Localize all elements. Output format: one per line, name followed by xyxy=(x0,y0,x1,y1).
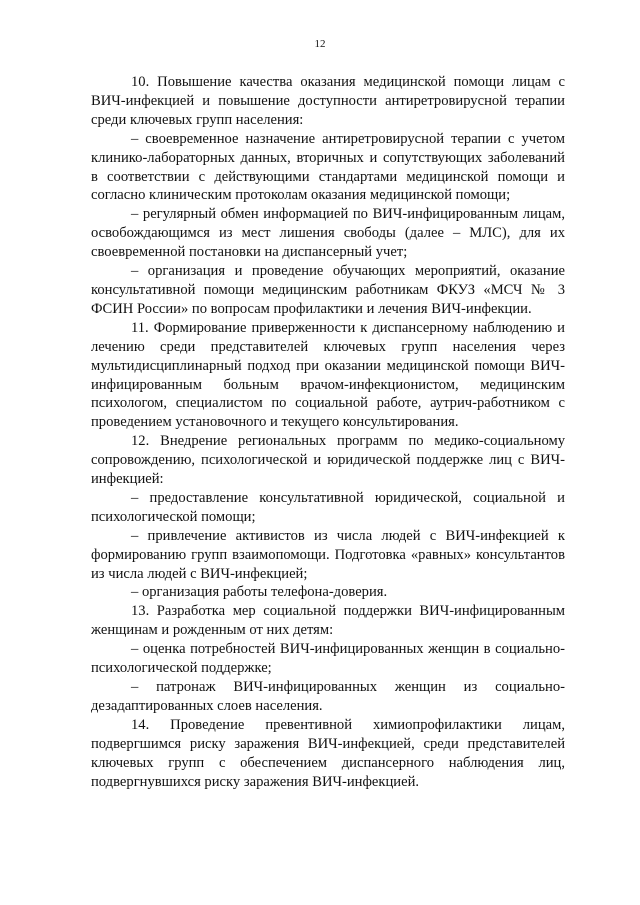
section-13-item-1: – оценка потребностей ВИЧ-инфицированных женщин в социально-психологической поддержке; xyxy=(91,641,565,677)
section-10-item-2: – регулярный обмен информацией по ВИЧ-инфицированным лицам, освобождающимся из мест лишения свободы (далее – МЛС), для их своевременной постановки на диспансерный учет; xyxy=(91,206,565,261)
section-14-heading: 14. Проведение превентивной химиопрофилактики лицам, подвергшимся риску заражения ВИЧ-инфекцией, среди представителей ключевых групп с обеспечением диспансерного наблюдения лиц, подвергнувшихся риску заражения ВИЧ-инфекцией. xyxy=(91,716,565,790)
document-body xyxy=(91,73,565,791)
section-10-heading: 10. Повышение качества оказания медицинской помощи лицам с ВИЧ-инфекцией и повышение доступности антиретровирусной терапии среди ключевых групп населения: xyxy=(91,74,565,128)
section-10-item-3: – организация и проведение обучающих мероприятий, оказание консультативной помощи медицинским работникам ФКУЗ «МСЧ № 3 ФСИН России» по вопросам профилактики и лечения ВИЧ-инфекции. xyxy=(91,263,565,317)
section-12-item-3: – организация работы телефона-доверия. xyxy=(131,584,388,601)
section-12-heading: 12. Внедрение региональных программ по медико-социальному сопровождению, психологической и юридической поддержке лиц с ВИЧ-инфекцией: xyxy=(91,433,565,488)
section-10-item-1: – своевременное назначение антиретровирусной терапии с учетом клинико-лабораторных данных, вторичных и сопутствующих заболеваний в соответствии с действующими стандартами медицинской помощи и согласно клиническим протоколам оказания медицинской помощи; xyxy=(91,130,565,204)
section-12-item-2: – привлечение активистов из числа людей с ВИЧ-инфекцией к формированию групп взаимопомощи. Подготовка «равных» консультантов из числа людей с ВИЧ-инфекцией; xyxy=(91,527,565,582)
page-number: 12 xyxy=(314,38,326,50)
section-11-heading: 11. Формирование приверженности к диспансерному наблюдению и лечению среди представителей ключевых групп населения через мультидисциплинарный подход при оказании медицинской помощи ВИЧ-инфицированным больным врачом-инфекционистом, медицинским психологом, специалистом по социальной работе, аутрич-работником с проведением установочного и текущего консультирования. xyxy=(91,319,565,431)
section-12-item-1: – предоставление консультативной юридической, социальной и психологической помощи; xyxy=(91,489,565,525)
section-13-item-2: – патронаж ВИЧ-инфицированных женщин из социально-дезадаптированных слоев населения. xyxy=(91,679,565,714)
section-13-heading: 13. Разработка мер социальной поддержки ВИЧ-инфицированным женщинам и рожденным от них детям: xyxy=(91,603,565,639)
